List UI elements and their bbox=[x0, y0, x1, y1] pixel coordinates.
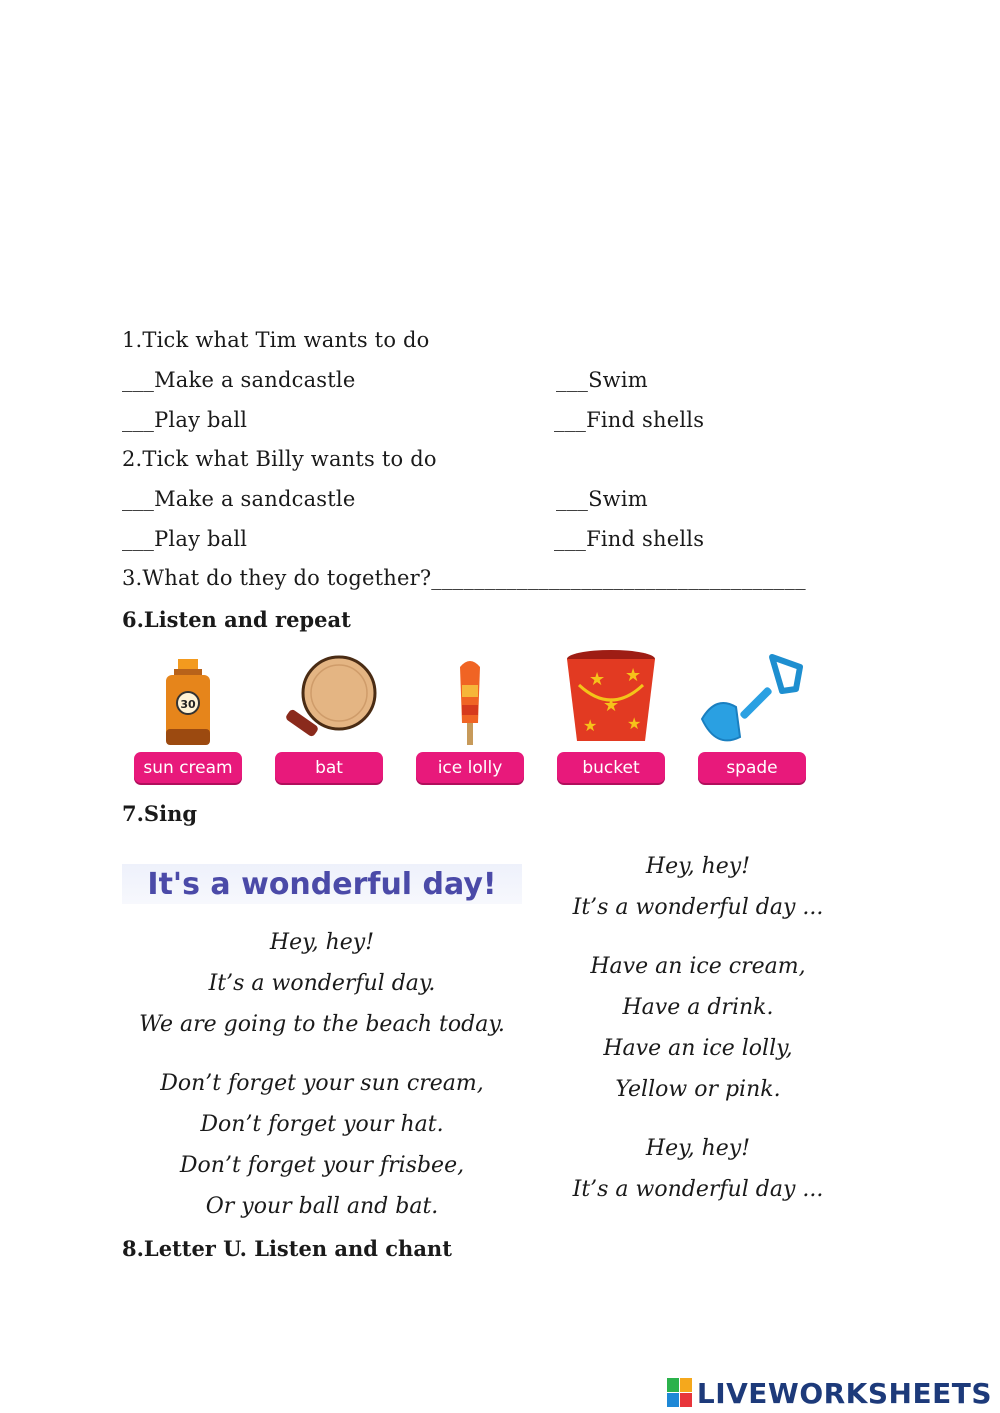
song-line: We are going to the beach today. bbox=[139, 1012, 505, 1037]
song-left-column bbox=[122, 922, 522, 1227]
svg-text:★: ★ bbox=[625, 665, 642, 686]
vocab-item-bucket bbox=[555, 645, 667, 787]
song-line: Hey, hey! bbox=[645, 854, 751, 879]
song-line: Have an ice lolly, bbox=[603, 1036, 793, 1061]
bat-icon bbox=[273, 645, 385, 747]
vocab-label-ice-lolly: ice lolly bbox=[416, 752, 524, 783]
svg-text:★: ★ bbox=[583, 716, 598, 735]
q3-question[interactable]: 3.What do they do together?___________________________________ bbox=[122, 566, 806, 590]
vocab-item-ice-lolly bbox=[414, 645, 526, 787]
vocab-item-bat bbox=[273, 645, 385, 787]
song-line: It’s a wonderful day ... bbox=[572, 1177, 824, 1202]
q2-option-sandcastle[interactable]: ___Make a sandcastle bbox=[122, 487, 356, 511]
vocab-item-spade bbox=[696, 645, 808, 787]
vocab-label-bucket: bucket bbox=[557, 752, 665, 783]
song-line: Or your ball and bat. bbox=[205, 1194, 439, 1219]
liveworksheets-logo-icon bbox=[667, 1378, 693, 1408]
song-line: Don’t forget your frisbee, bbox=[179, 1153, 465, 1178]
section6-heading: 6.Listen and repeat bbox=[122, 607, 351, 632]
vocabulary-row bbox=[130, 645, 810, 790]
q1-option-swim[interactable]: ___Swim bbox=[556, 368, 648, 392]
song-title: It's a wonderful day! bbox=[122, 864, 522, 904]
vocab-label-bat: bat bbox=[275, 752, 383, 783]
song-line: Have an ice cream, bbox=[590, 954, 806, 979]
q2-option-play-ball[interactable]: ___Play ball bbox=[122, 527, 248, 551]
svg-text:★: ★ bbox=[589, 669, 606, 690]
q2-title: 2.Tick what Billy wants to do bbox=[122, 447, 437, 471]
song-line: Hey, hey! bbox=[645, 1136, 751, 1161]
song-line: It’s a wonderful day ... bbox=[572, 895, 824, 920]
section8-heading: 8.Letter U. Listen and chant bbox=[122, 1236, 452, 1261]
song-line: Don’t forget your hat. bbox=[200, 1112, 444, 1137]
q2-option-swim[interactable]: ___Swim bbox=[556, 487, 648, 511]
q1-option-play-ball[interactable]: ___Play ball bbox=[122, 408, 248, 432]
song-line: Yellow or pink. bbox=[615, 1077, 781, 1102]
song-right-column bbox=[548, 846, 848, 1210]
svg-text:★: ★ bbox=[603, 695, 620, 716]
svg-text:30: 30 bbox=[180, 698, 196, 711]
brand-text: LIVEWORKSHEETS bbox=[696, 1376, 992, 1410]
ice-lolly-icon bbox=[414, 645, 526, 747]
vocab-item-sun-cream bbox=[132, 645, 244, 787]
sun-cream-icon bbox=[132, 645, 244, 747]
bucket-icon bbox=[555, 645, 667, 747]
vocab-label-spade: spade bbox=[698, 752, 806, 783]
q1-option-find-shells[interactable]: ___Find shells bbox=[554, 408, 705, 432]
svg-text:★: ★ bbox=[627, 714, 642, 733]
vocab-label-sun-cream: sun cream bbox=[134, 752, 242, 783]
song-line: Don’t forget your sun cream, bbox=[160, 1071, 484, 1096]
song-line: Hey, hey! bbox=[269, 930, 375, 955]
liveworksheets-brand[interactable] bbox=[667, 1376, 992, 1410]
song-line: It’s a wonderful day. bbox=[208, 971, 436, 996]
q2-option-find-shells[interactable]: ___Find shells bbox=[554, 527, 705, 551]
q1-title: 1.Tick what Tim wants to do bbox=[122, 328, 430, 352]
q1-option-sandcastle[interactable]: ___Make a sandcastle bbox=[122, 368, 356, 392]
spade-icon bbox=[696, 645, 808, 747]
song-line: Have a drink. bbox=[622, 995, 774, 1020]
section7-heading: 7.Sing bbox=[122, 801, 198, 826]
